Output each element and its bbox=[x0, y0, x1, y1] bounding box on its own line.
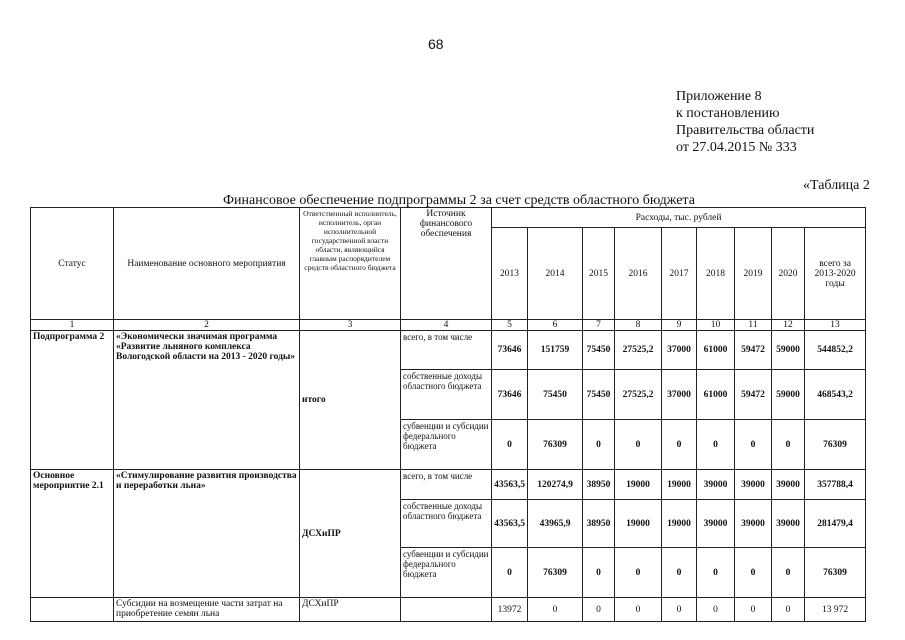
source-cell: субвенции и субсидии федерального бюджета bbox=[401, 548, 492, 598]
header-executor: Ответственный исполнитель, исполнитель, орган исполнительной государственной власти области, являющийся главным распорядителем средств областного бюджета bbox=[300, 208, 401, 320]
appendix-line: к постановлению bbox=[676, 106, 780, 121]
table-row bbox=[31, 470, 866, 500]
header-name: Наименование основного мероприятия bbox=[114, 208, 300, 320]
value-cell: 37000 bbox=[662, 370, 697, 420]
column-number: 7 bbox=[583, 320, 615, 331]
value-cell: 151759 bbox=[528, 331, 583, 370]
value-cell: 27525,2 bbox=[615, 370, 662, 420]
column-number: 5 bbox=[492, 320, 528, 331]
value-cell: 19000 bbox=[662, 470, 697, 500]
column-number: 6 bbox=[528, 320, 583, 331]
table-caption: Финансовое обеспечение подпрограммы 2 за счет средств областного бюджета bbox=[223, 193, 695, 208]
value-cell: 37000 bbox=[662, 331, 697, 370]
total-cell: 357788,4 bbox=[805, 470, 866, 500]
column-number: 13 bbox=[805, 320, 866, 331]
value-cell: 0 bbox=[615, 548, 662, 598]
value-cell: 73646 bbox=[492, 331, 528, 370]
value-cell: 0 bbox=[697, 598, 735, 622]
value-cell: 0 bbox=[583, 420, 615, 470]
value-cell: 61000 bbox=[697, 370, 735, 420]
value-cell: 0 bbox=[772, 598, 805, 622]
source-cell bbox=[401, 598, 492, 622]
value-cell: 0 bbox=[735, 548, 772, 598]
value-cell: 38950 bbox=[583, 470, 615, 500]
column-number: 3 bbox=[300, 320, 401, 331]
column-number-row bbox=[31, 320, 866, 331]
source-cell: всего, в том числе bbox=[401, 470, 492, 500]
name-cell: Субсидии на возмещение части затрат на приобретение семян льна bbox=[114, 598, 300, 622]
value-cell: 39000 bbox=[772, 500, 805, 548]
finance-table bbox=[30, 207, 866, 622]
appendix-block bbox=[676, 88, 814, 156]
value-cell: 39000 bbox=[697, 470, 735, 500]
value-cell: 0 bbox=[697, 420, 735, 470]
name-cell: «Экономически значимая программа «Развитие льняного комплекса Вологодской области на 2013 - 2020 годы» bbox=[114, 331, 300, 470]
source-cell: собственные доходы областного бюджета bbox=[401, 370, 492, 420]
value-cell: 27525,2 bbox=[615, 331, 662, 370]
column-number: 4 bbox=[401, 320, 492, 331]
appendix-line: от 27.04.2015 № 333 bbox=[676, 140, 797, 155]
value-cell: 0 bbox=[615, 598, 662, 622]
value-cell: 43965,9 bbox=[528, 500, 583, 548]
value-cell: 59472 bbox=[735, 331, 772, 370]
header-year: 2014 bbox=[528, 228, 583, 320]
total-cell: 544852,2 bbox=[805, 331, 866, 370]
source-cell: субвенции и субсидии федерального бюджета bbox=[401, 420, 492, 470]
value-cell: 39000 bbox=[735, 500, 772, 548]
table-row bbox=[31, 598, 866, 622]
value-cell: 0 bbox=[492, 548, 528, 598]
value-cell: 0 bbox=[615, 420, 662, 470]
value-cell: 0 bbox=[735, 420, 772, 470]
header-row bbox=[31, 208, 866, 228]
value-cell: 43563,5 bbox=[492, 470, 528, 500]
header-source: Источник финансового обеспечения bbox=[401, 208, 492, 320]
value-cell: 76309 bbox=[528, 548, 583, 598]
value-cell: 0 bbox=[528, 598, 583, 622]
value-cell: 19000 bbox=[615, 470, 662, 500]
header-year: 2018 bbox=[697, 228, 735, 320]
value-cell: 59472 bbox=[735, 370, 772, 420]
column-number: 8 bbox=[615, 320, 662, 331]
status-cell: Основное мероприятие 2.1 bbox=[31, 470, 114, 598]
header-year: 2015 bbox=[583, 228, 615, 320]
executor-cell: ДСХиПР bbox=[300, 598, 401, 622]
header-year: 2016 bbox=[615, 228, 662, 320]
column-number: 12 bbox=[772, 320, 805, 331]
total-cell: 281479,4 bbox=[805, 500, 866, 548]
value-cell: 39000 bbox=[697, 500, 735, 548]
header-expenses: Расходы, тыс. рублей bbox=[492, 208, 866, 228]
value-cell: 13972 bbox=[492, 598, 528, 622]
value-cell: 0 bbox=[697, 548, 735, 598]
value-cell: 0 bbox=[735, 598, 772, 622]
value-cell: 0 bbox=[492, 420, 528, 470]
total-cell: 13 972 bbox=[805, 598, 866, 622]
header-year: 2020 bbox=[772, 228, 805, 320]
column-number: 9 bbox=[662, 320, 697, 331]
executor-cell: ДСХиПР bbox=[300, 470, 401, 598]
column-number: 2 bbox=[114, 320, 300, 331]
value-cell: 39000 bbox=[735, 470, 772, 500]
header-total: всего за 2013-2020 годы bbox=[805, 228, 866, 320]
table-row bbox=[31, 331, 866, 370]
value-cell: 75450 bbox=[583, 370, 615, 420]
appendix-line: Приложение 8 bbox=[676, 89, 762, 104]
value-cell: 61000 bbox=[697, 331, 735, 370]
value-cell: 39000 bbox=[772, 470, 805, 500]
value-cell: 75450 bbox=[583, 331, 615, 370]
page-number: 68 bbox=[428, 36, 444, 52]
value-cell: 59000 bbox=[772, 370, 805, 420]
total-cell: 76309 bbox=[805, 420, 866, 470]
value-cell: 0 bbox=[772, 548, 805, 598]
value-cell: 120274,9 bbox=[528, 470, 583, 500]
value-cell: 76309 bbox=[528, 420, 583, 470]
value-cell: 38950 bbox=[583, 500, 615, 548]
status-cell bbox=[31, 598, 114, 622]
column-number: 10 bbox=[697, 320, 735, 331]
value-cell: 0 bbox=[662, 598, 697, 622]
name-cell: «Стимулирование развития производства и переработки льна» bbox=[114, 470, 300, 598]
appendix-line: Правительства области bbox=[676, 123, 815, 138]
value-cell: 19000 bbox=[615, 500, 662, 548]
value-cell: 0 bbox=[583, 548, 615, 598]
status-cell: Подпрограмма 2 bbox=[31, 331, 114, 470]
value-cell: 73646 bbox=[492, 370, 528, 420]
source-cell: всего, в том числе bbox=[401, 331, 492, 370]
total-cell: 76309 bbox=[805, 548, 866, 598]
value-cell: 0 bbox=[662, 548, 697, 598]
header-year: 2019 bbox=[735, 228, 772, 320]
value-cell: 19000 bbox=[662, 500, 697, 548]
column-number: 1 bbox=[31, 320, 114, 331]
source-cell: собственные доходы областного бюджета bbox=[401, 500, 492, 548]
executor-cell: итого bbox=[300, 331, 401, 470]
value-cell: 0 bbox=[583, 598, 615, 622]
header-year: 2013 bbox=[492, 228, 528, 320]
header-status: Статус bbox=[31, 208, 114, 320]
value-cell: 0 bbox=[662, 420, 697, 470]
value-cell: 0 bbox=[772, 420, 805, 470]
value-cell: 59000 bbox=[772, 331, 805, 370]
table-label: «Таблица 2 bbox=[803, 178, 870, 193]
value-cell: 75450 bbox=[528, 370, 583, 420]
value-cell: 43563,5 bbox=[492, 500, 528, 548]
total-cell: 468543,2 bbox=[805, 370, 866, 420]
column-number: 11 bbox=[735, 320, 772, 331]
header-year: 2017 bbox=[662, 228, 697, 320]
